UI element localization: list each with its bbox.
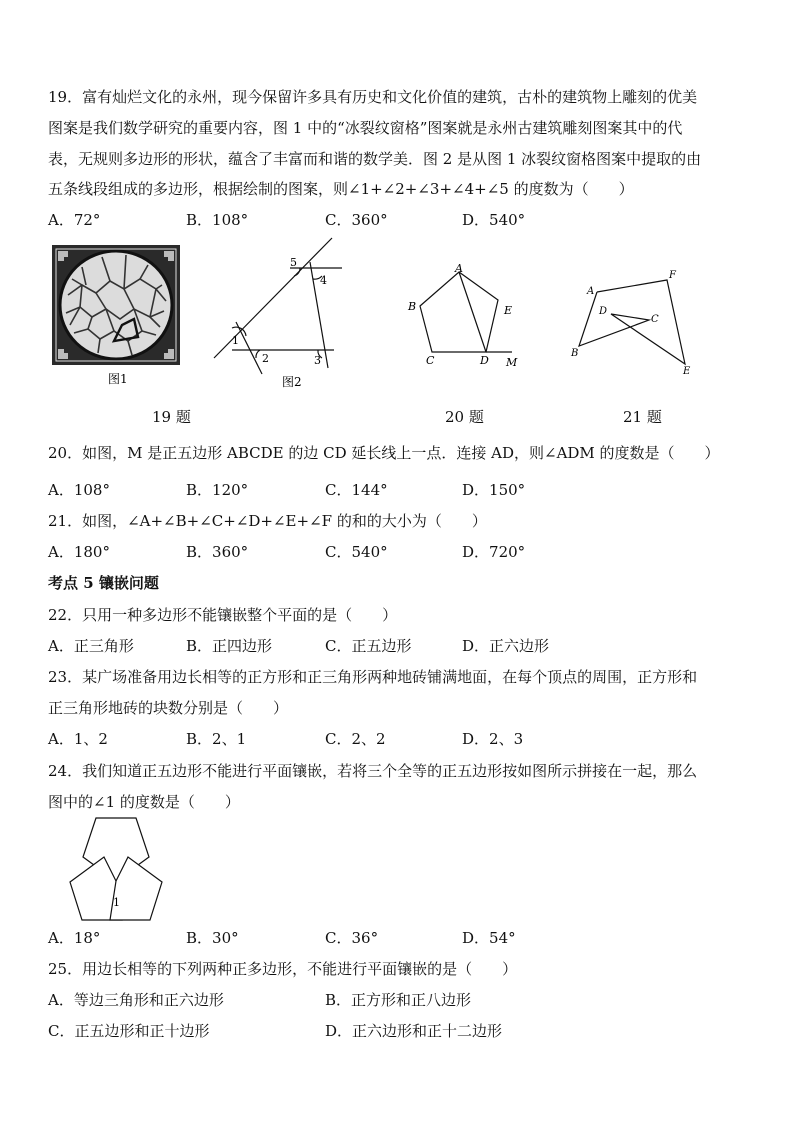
caption-20: 20 题 (445, 408, 484, 426)
q19-option-a[interactable]: A．72° (48, 211, 101, 229)
q23-options (48, 729, 748, 749)
q25-options-row-1 (48, 990, 748, 1010)
fig20-pentagon (400, 262, 530, 372)
q25-option-c[interactable]: C．正五边形和正十边形 (48, 1022, 210, 1040)
caption-21: 21 题 (623, 408, 662, 426)
fig21-label-d: D (599, 306, 608, 317)
q23-line-1: 23．某广场准备用边长相等的正方形和正三角形两种地砖铺满地面，在每个顶点的周围，正方形和 (48, 668, 698, 686)
q25-option-d[interactable]: D．正六边形和正十二边形 (325, 1022, 503, 1040)
q23-option-c[interactable]: C．2、2 (325, 730, 386, 748)
q19-line-3: 表，无规则多边形的形状，蕴含了丰富而和谐的数学美．图 2 是从图 1 冰裂纹窗格图案中提取的由 (48, 150, 702, 168)
fig2-angle-2: 2 (262, 352, 269, 365)
q24-option-a[interactable]: A．18° (48, 929, 101, 947)
q25-option-a[interactable]: A．等边三角形和正六边形 (48, 991, 224, 1009)
fig20-label-e: E (504, 304, 513, 317)
fig2-angle-4: 4 (320, 274, 327, 287)
q21-option-a[interactable]: A．180° (48, 543, 110, 561)
fig20-label-a: A (455, 262, 463, 275)
q23-line-2: 正三角形地砖的块数分别是（ ） (48, 699, 289, 717)
q20-options (48, 480, 748, 500)
q24-option-c[interactable]: C．36° (325, 929, 379, 947)
fig21-angles-figure (565, 266, 705, 378)
q19-option-c[interactable]: C．360° (325, 211, 388, 229)
q20-option-d[interactable]: D．150° (462, 481, 526, 499)
q22-option-c[interactable]: C．正五边形 (325, 637, 412, 655)
q19-line-2: 图案是我们数学研究的重要内容，图 1 中的“冰裂纹窗格”图案就是永州古建筑雕刻图案其中的代 (48, 119, 683, 137)
q21-text: 21．如图，∠A+∠B+∠C+∠D+∠E+∠F 的和的大小为（ ） (48, 512, 487, 530)
q22-options (48, 636, 748, 656)
q22-option-a[interactable]: A．正三角形 (48, 637, 134, 655)
fig21-label-c: C (651, 314, 659, 325)
q21-options (48, 542, 748, 562)
q22-option-b[interactable]: B．正四边形 (186, 637, 273, 655)
q22-option-d[interactable]: D．正六边形 (462, 637, 550, 655)
fig24-angle-1: 1 (113, 896, 120, 909)
q24-option-b[interactable]: B．30° (186, 929, 239, 947)
fig20-label-m: M (506, 356, 518, 369)
q20-option-a[interactable]: A．108° (48, 481, 110, 499)
fig21-label-f: F (669, 270, 676, 281)
q19-options (48, 210, 748, 230)
q25-option-b[interactable]: B．正方形和正八边形 (325, 991, 472, 1009)
fig20-label-c: C (426, 354, 435, 367)
q25-options-row-2 (48, 1021, 748, 1041)
q23-option-b[interactable]: B．2、1 (186, 730, 247, 748)
fig2-pentagon-angles (210, 232, 350, 392)
q20-option-b[interactable]: B．120° (186, 481, 249, 499)
q19-option-b[interactable]: B．108° (186, 211, 249, 229)
fig2-label: 图2 (282, 375, 302, 389)
fig21-label-b: B (571, 348, 579, 359)
q23-option-d[interactable]: D．2、3 (462, 730, 524, 748)
fig1-label: 图1 (108, 372, 128, 386)
fig24-three-pentagons (46, 814, 186, 924)
q24-option-d[interactable]: D．54° (462, 929, 516, 947)
q24-line-1: 24．我们知道正五边形不能进行平面镶嵌，若将三个全等的正五边形按如图所示拼接在一起，那么 (48, 762, 698, 780)
q19-line-4: 五条线段组成的多边形，根据绘制的图案，则∠1+∠2+∠3+∠4+∠5 的度数为（ ） (48, 180, 634, 198)
fig20-label-b: B (408, 300, 417, 313)
fig21-label-a: A (587, 286, 595, 297)
fig1-ice-crack-window (52, 245, 182, 393)
fig2-angle-1: 1 (232, 334, 239, 347)
fig20-label-d: D (480, 354, 489, 367)
q19-line-1: 19．富有灿烂文化的永州，现今保留许多具有历史和文化价值的建筑，古朴的建筑物上雕刻的优美 (48, 88, 698, 106)
q24-line-2: 图中的∠1 的度数是（ ） (48, 793, 240, 811)
q21-option-c[interactable]: C．540° (325, 543, 388, 561)
q19-option-d[interactable]: D．540° (462, 211, 526, 229)
q25-text: 25．用边长相等的下列两种正多边形，不能进行平面镶嵌的是（ ） (48, 960, 518, 978)
q20-option-c[interactable]: C．144° (325, 481, 388, 499)
section-title: 考点 5 镶嵌问题 (48, 574, 159, 592)
q23-option-a[interactable]: A．1、2 (48, 730, 108, 748)
caption-19: 19 题 (152, 408, 191, 426)
fig21-label-e: E (683, 366, 691, 377)
q21-option-d[interactable]: D．720° (462, 543, 526, 561)
q20-text: 20．如图，M 是正五边形 ABCDE 的边 CD 延长线上一点．连接 AD，则∠ADM 的度数是（ ） (48, 444, 720, 462)
q24-options (48, 928, 748, 948)
q21-option-b[interactable]: B．360° (186, 543, 249, 561)
fig2-angle-3: 3 (314, 354, 321, 367)
fig2-angle-5: 5 (290, 256, 297, 269)
q22-text: 22．只用一种多边形不能镶嵌整个平面的是（ ） (48, 606, 398, 624)
